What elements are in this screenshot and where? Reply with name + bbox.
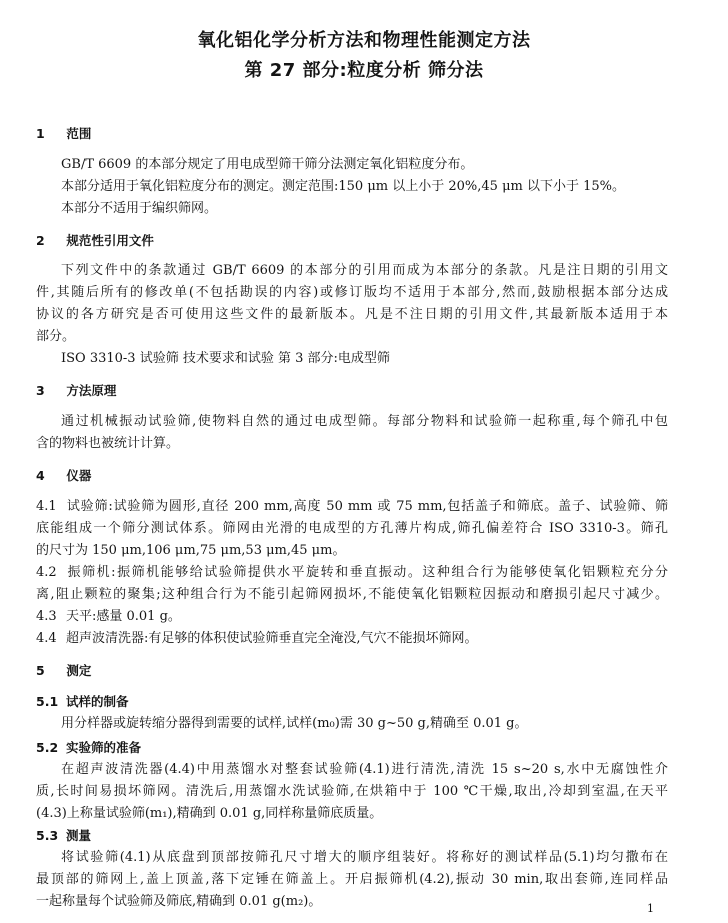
- section-number: 1: [36, 126, 45, 141]
- subsection-title: 实验筛的准备: [66, 740, 142, 755]
- section-4-heading: [36, 466, 668, 486]
- section-title: 测定: [66, 663, 92, 678]
- paragraph: GB/T 6609 的本部分规定了用电成型筛干筛分法测定氧化铝粒度分布。: [61, 157, 474, 172]
- clause-4-1-line: [36, 497, 668, 517]
- subsection-5-3-heading: [36, 826, 668, 846]
- clause-4-4-line: [36, 629, 668, 649]
- paragraph-line: 质,长时间易损坏筛网。清洗后,用蒸馏水洗试验筛,在烘箱中于 100 ℃干燥,取出,冷却到室温,在天平: [36, 784, 668, 799]
- section-5-heading: [36, 661, 668, 681]
- section-number: 4: [36, 468, 45, 483]
- subsection-title: 测量: [66, 828, 92, 843]
- paragraph-line: 通过机械振动试验筛,使物料自然的通过电成型筛。每部分物料和试验筛一起称重,每个筛孔中包: [61, 414, 668, 429]
- paragraph-line: 件,其随后所有的修改单(不包括勘误的内容)或修订版均不适用于本部分,然而,鼓励根据本部分达成: [36, 285, 668, 300]
- section-1-heading: [36, 124, 668, 144]
- paragraph-line: 离,阻止颗粒的聚集;这种组合行为不能引起筛网损坏,不能使氧化铝颗粒因振动和磨损引起尺寸减少。: [36, 587, 668, 602]
- subsection-5-2-heading: [36, 738, 668, 758]
- section-number: 2: [36, 233, 45, 248]
- section-title: 规范性引用文件: [66, 233, 154, 248]
- paragraph-line: 用分样器或旋转缩分器得到需要的试样,试样(m₀)需 30 g~50 g,精确至 0.01 g。: [61, 716, 528, 731]
- subsection-number: 5.1: [36, 694, 59, 709]
- clause-text: 振筛机:振筛机能够给试验筛提供水平旋转和垂直振动。这种组合行为能够使氧化铝颗粒充分分: [66, 565, 668, 580]
- subsection-number: 5.2: [36, 740, 59, 755]
- subsection-number: 5.3: [36, 828, 59, 843]
- paragraph-line: 在超声波清洗器(4.4)中用蒸馏水对整套试验筛(4.1)进行清洗,清洗 15 s~20 s,水中无腐蚀性介: [61, 762, 668, 777]
- clause-text: 超声波清洗器:有足够的体积使试验筛垂直完全淹没,气穴不能损坏筛网。: [66, 631, 478, 646]
- clause-number: 4.1: [36, 499, 57, 514]
- clause-text: 试验筛:试验筛为圆形,直径 200 mm,高度 50 mm 或 75 mm,包括盖子和筛底。盖子、试验筛、筛: [66, 499, 668, 514]
- section-title: 范围: [66, 126, 92, 141]
- clause-number: 4.3: [36, 609, 57, 624]
- section-2-heading: [36, 231, 668, 251]
- clause-text: 天平:感量 0.01 g。: [66, 609, 181, 624]
- section-number: 5: [36, 663, 45, 678]
- section-title: 方法原理: [66, 383, 117, 398]
- paragraph-line: 一起称量每个试验筛及筛底,精确到 0.01 g(m₂)。: [36, 894, 322, 909]
- subsection-5-1-heading: [36, 692, 668, 712]
- document-title-line1: 氧化铝化学分析方法和物理性能测定方法: [197, 30, 531, 51]
- paragraph-line: 的尺寸为 150 μm,106 μm,75 μm,53 μm,45 μm。: [36, 543, 346, 558]
- clause-4-2-line: [36, 563, 668, 583]
- subsection-title: 试样的制备: [66, 694, 129, 709]
- paragraph-line: 最顶部的筛网上,盖上顶盖,落下定锤在筛盖上。开启振筛机(4.2),振动 30 min,取出套筛,连同样品: [36, 872, 668, 887]
- paragraph-line: 底能组成一个筛分测试体系。筛网由光滑的电成型的方孔薄片构成,筛孔偏差符合 ISO 3310-3。筛孔: [36, 521, 668, 536]
- normative-reference: ISO 3310-3 试验筛 技术要求和试验 第 3 部分:电成型筛: [61, 351, 390, 366]
- paragraph: 本部分适用于氧化铝粒度分布的测定。测定范围:150 μm 以上小于 20%,45 μm 以下小于 15%。: [61, 179, 626, 194]
- section-3-heading: [36, 381, 668, 401]
- section-title: 仪器: [66, 468, 92, 483]
- paragraph: 本部分不适用于编织筛网。: [61, 201, 218, 216]
- document-title-line2: 第 27 部分:粒度分析 筛分法: [244, 60, 484, 81]
- paragraph-line: (4.3)上称量试验筛(m₁),精确到 0.01 g,同样称量筛底质量。: [36, 806, 383, 821]
- clause-4-3-line: [36, 607, 668, 627]
- clause-number: 4.2: [36, 565, 57, 580]
- paragraph-line: 部分。: [36, 329, 76, 344]
- paragraph-line: 协议的各方研究是否可使用这些文件的最新版本。凡是不注日期的引用文件,其最新版本适用于本: [36, 307, 668, 322]
- paragraph-line: 将试验筛(4.1)从底盘到顶部按筛孔尺寸增大的顺序组装好。将称好的测试样品(5.1)均匀撒布在: [61, 850, 668, 865]
- paragraph-line: 下列文件中的条款通过 GB/T 6609 的本部分的引用而成为本部分的条款。凡是注日期的引用文: [61, 263, 668, 278]
- clause-number: 4.4: [36, 631, 57, 646]
- page-number: 1: [647, 902, 654, 915]
- section-number: 3: [36, 383, 45, 398]
- paragraph-line: 含的物料也被统计计算。: [36, 436, 180, 451]
